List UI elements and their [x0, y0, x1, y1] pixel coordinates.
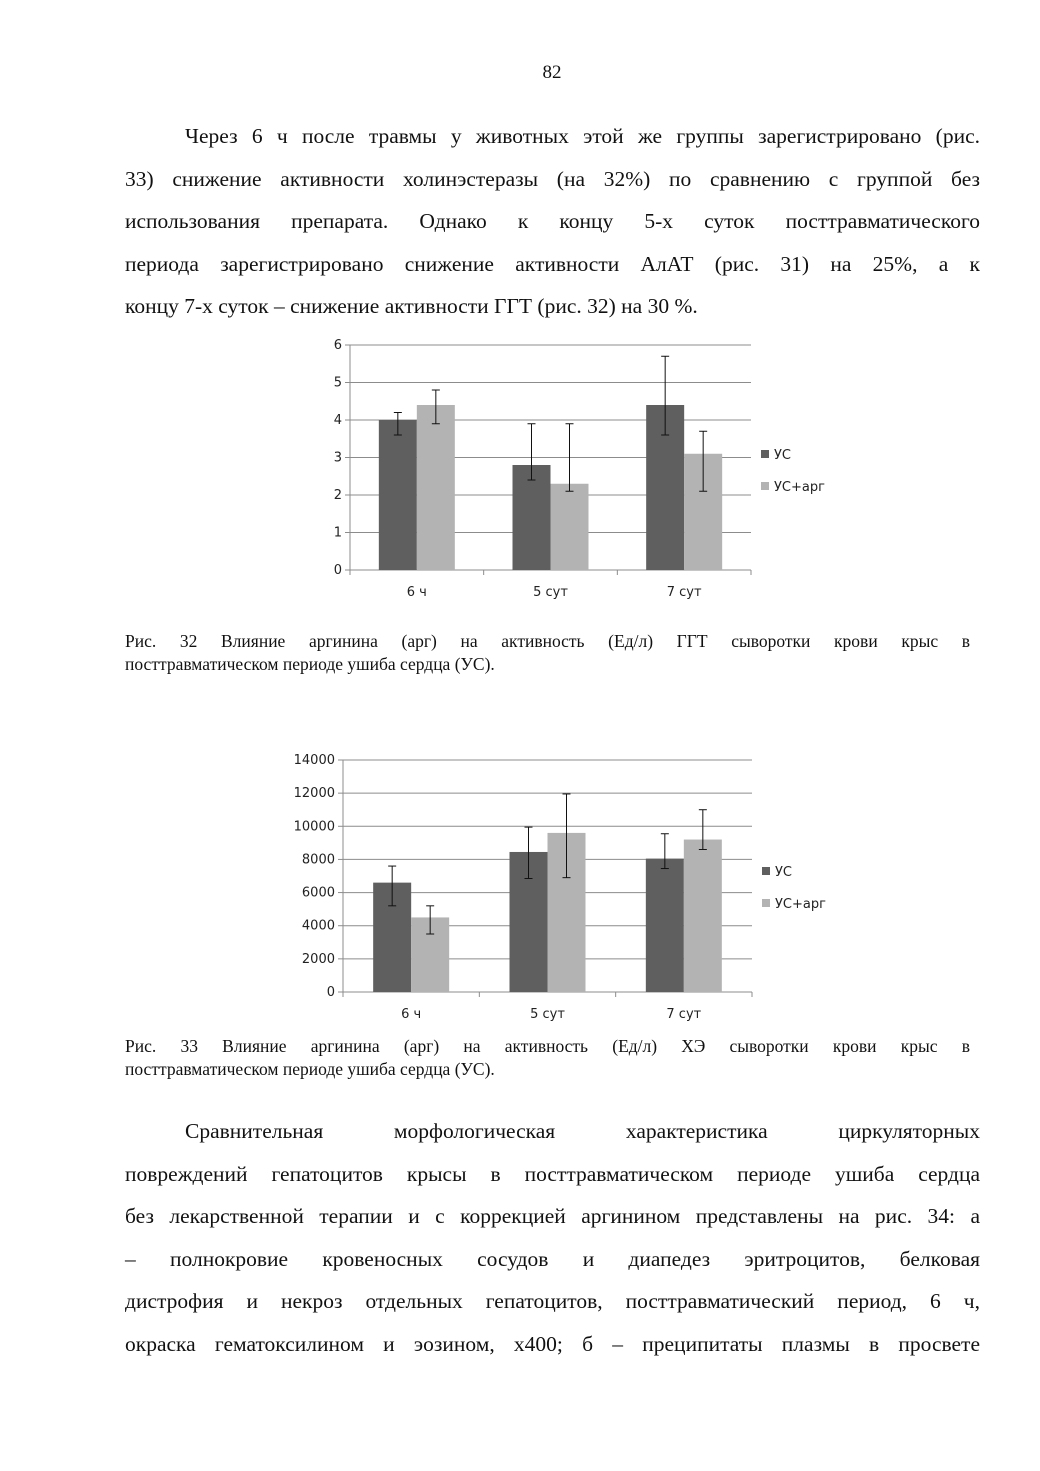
- paragraph-line: использования препарата. Однако к концу 5-х суток посттравматического: [125, 209, 980, 233]
- y-tick-label: 4000: [301, 918, 335, 934]
- paragraph-line: окраска гематоксилином и эозином, х400; б – преципитаты плазмы в просвете: [125, 1331, 980, 1356]
- figure-32-caption: [125, 630, 970, 676]
- paragraph-line: повреждений гепатоцитов крысы в посттравматическом периоде ушиба сердца: [125, 1161, 980, 1186]
- y-tick-label: 2000: [301, 951, 335, 967]
- y-tick-label: 8000: [301, 852, 335, 868]
- legend-swatch: [761, 450, 769, 458]
- y-tick-label: 14000: [293, 753, 335, 768]
- paragraph-line: периода зарегистрировано снижение активности АлАТ (рис. 31) на 25%, а к: [125, 251, 980, 276]
- paragraph-line: Через 6 ч после травмы у животных этой же группы зарегистрировано (рис.: [185, 124, 980, 148]
- legend-swatch: [762, 867, 770, 875]
- legend-swatch: [762, 899, 770, 907]
- bar-us-arg: [551, 484, 589, 570]
- y-tick-label: 2: [333, 488, 342, 503]
- x-tick-label: 5 сут: [533, 585, 568, 600]
- bar-us-arg: [684, 840, 722, 992]
- y-tick-label: 6: [333, 338, 342, 353]
- figure-33-caption: [125, 1035, 970, 1081]
- x-tick-label: 7 сут: [666, 1007, 702, 1022]
- x-tick-label: 6 ч: [406, 585, 427, 600]
- paragraph-line: – полнокровие кровеносных сосудов и диапедез эритроцитов, белковая: [125, 1246, 980, 1271]
- paragraph-line: Сравнительная морфологическая характеристика циркуляторных: [185, 1119, 980, 1143]
- y-tick-label: 12000: [293, 786, 335, 802]
- y-tick-label: 10000: [293, 819, 335, 835]
- page-number: 82: [542, 62, 562, 83]
- bar-us: [379, 420, 417, 570]
- y-tick-label: 5: [333, 375, 342, 391]
- x-tick-label: 6 ч: [401, 1007, 422, 1022]
- legend-label: УС+арг: [775, 897, 826, 912]
- che-bar-chart: [270, 745, 870, 1030]
- legend-label: УС: [775, 865, 792, 880]
- y-tick-label: 1: [333, 525, 342, 541]
- y-tick-label: 0: [326, 985, 335, 1000]
- caption-line: посттравматическом периоде ушиба сердца (УС).: [125, 1059, 495, 1079]
- bar-us: [646, 859, 684, 992]
- bar-us: [513, 465, 551, 570]
- caption-line: Рис. 32 Влияние аргинина (арг) на активность (Ед/л) ГГТ сыворотки крови крыс в: [125, 631, 970, 651]
- ggt-bar-chart: [300, 330, 860, 610]
- caption-line: Рис. 33 Влияние аргинина (арг) на активность (Ед/л) ХЭ сыворотки крови крыс в: [125, 1036, 970, 1056]
- paragraph-line: 33) снижение активности холинэстеразы (на 32%) по сравнению с группой без: [125, 166, 980, 191]
- legend-label: УС: [774, 448, 791, 463]
- paragraph-1: [125, 115, 980, 328]
- paragraph-2: [125, 1110, 980, 1365]
- legend-label: УС+арг: [774, 480, 825, 495]
- legend-swatch: [761, 482, 769, 490]
- paragraph-line: без лекарственной терапии и с коррекцией аргинином представлены на рис. 34: а: [125, 1204, 980, 1228]
- y-tick-label: 3: [333, 450, 342, 466]
- x-tick-label: 5 сут: [530, 1007, 565, 1022]
- caption-line: посттравматическом периоде ушиба сердца (УС).: [125, 654, 495, 674]
- x-tick-label: 7 сут: [666, 585, 702, 600]
- y-tick-label: 4: [333, 413, 342, 428]
- bar-us-arg: [417, 405, 455, 570]
- paragraph-line: концу 7-х суток – снижение активности ГГТ (рис. 32) на 30 %.: [125, 294, 698, 318]
- y-tick-label: 6000: [301, 885, 335, 901]
- paragraph-line: дистрофия и некроз отдельных гепатоцитов, посттравматический период, 6 ч,: [125, 1289, 980, 1313]
- y-tick-label: 0: [333, 563, 342, 578]
